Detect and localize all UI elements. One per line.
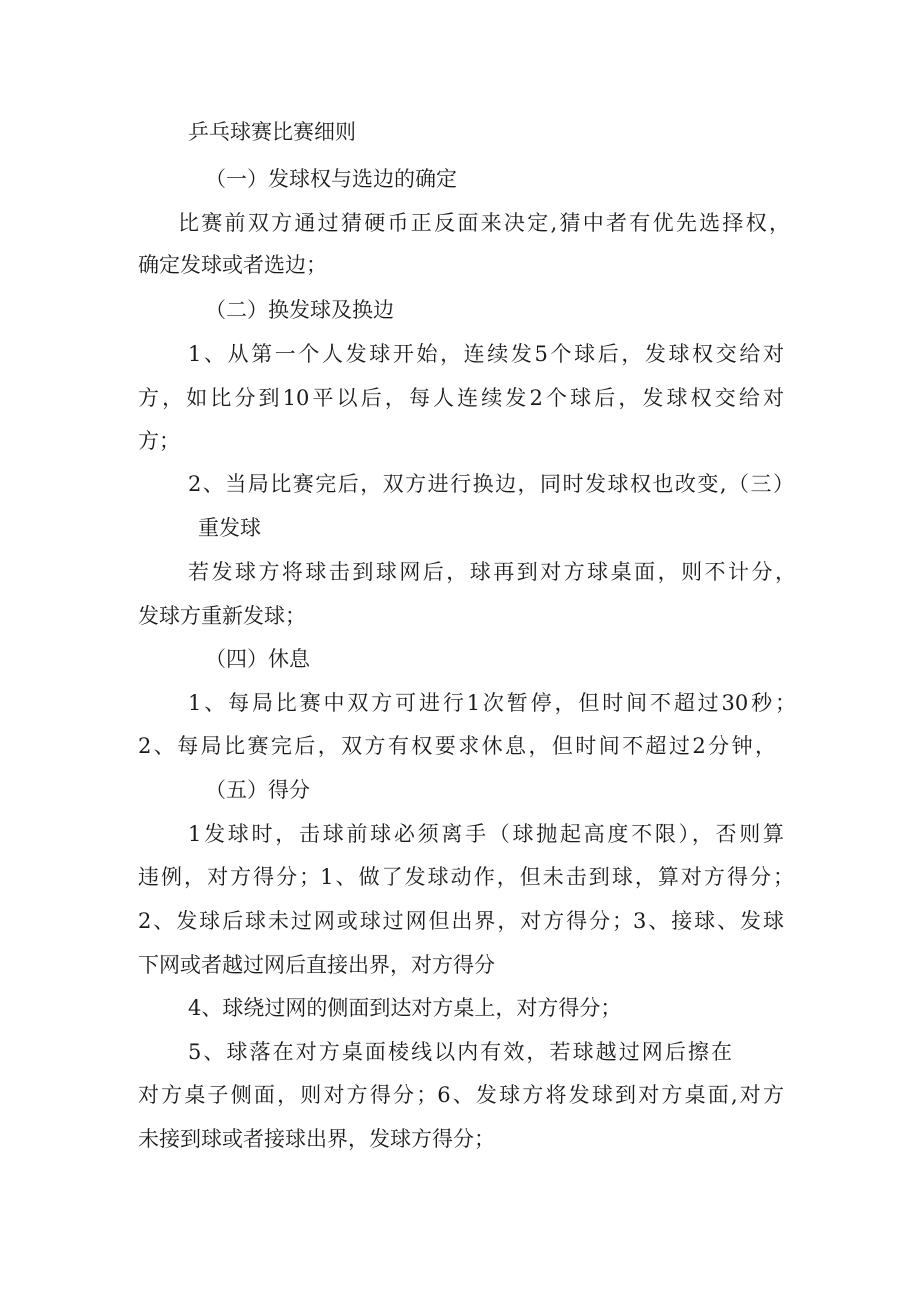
paragraph-line: 下网或者越过网后直接出界，对方得分 [138,953,495,977]
paragraph-line: 2、发球后球未过网或球过网但出界，对方得分；3、接球、发球 [138,909,784,933]
paragraph-line: 5、球落在对方桌面棱线以内有效，若球越过网后擦在 [188,1040,732,1064]
paragraph-line: 确定发球或者选边； [138,253,327,277]
section-heading-scoring: （五）得分 [205,778,310,802]
document-title: 乒乓球赛比赛细则 [188,120,356,144]
paragraph-line: 未接到球或者接球出界，发球方得分； [138,1127,495,1151]
paragraph-line: 方，如比分到10平以后，每人连续发2个球后，发球权交给对 [138,386,784,410]
paragraph-line: 违例，对方得分；1、做了发球动作，但未击到球，算对方得分； [138,865,794,889]
section-heading-rest: （四）休息 [205,647,310,671]
section-heading-reserve: 重发球 [198,516,261,540]
paragraph-line: 若发球方将球击到球网后，球再到对方球桌面，则不计分， [188,560,796,584]
section-heading-change-serve: （二）换发球及换边 [205,298,394,322]
paragraph-line: 1发球时，击球前球必须离手（球抛起高度不限），否则算 [188,822,784,846]
paragraph-line: 方； [138,429,180,453]
section-heading-serve-right: （一）发球权与选边的确定 [205,167,457,191]
paragraph-line: 2、每局比赛完后，双方有权要求休息，但时间不超过2分钟， [138,734,776,758]
paragraph-line: 发球方重新发球； [138,604,306,628]
paragraph-line: 对方桌子侧面，则对方得分；6、发球方将发球到对方桌面,对方 [138,1083,784,1107]
paragraph-line: 1、每局比赛中双方可进行1次暂停，但时间不超过30秒； [188,691,796,715]
paragraph-line: 4、球绕过网的侧面到达对方桌上，对方得分； [188,996,622,1020]
paragraph-line: 比赛前双方通过猜硬币正反面来决定,猜中者有优先选择权， [178,211,790,235]
paragraph-line: 2、当局比赛完后，双方进行换边，同时发球权也改变,（三） [188,472,794,496]
paragraph-line: 1、从第一个人发球开始，连续发5个球后，发球权交给对 [188,342,784,366]
